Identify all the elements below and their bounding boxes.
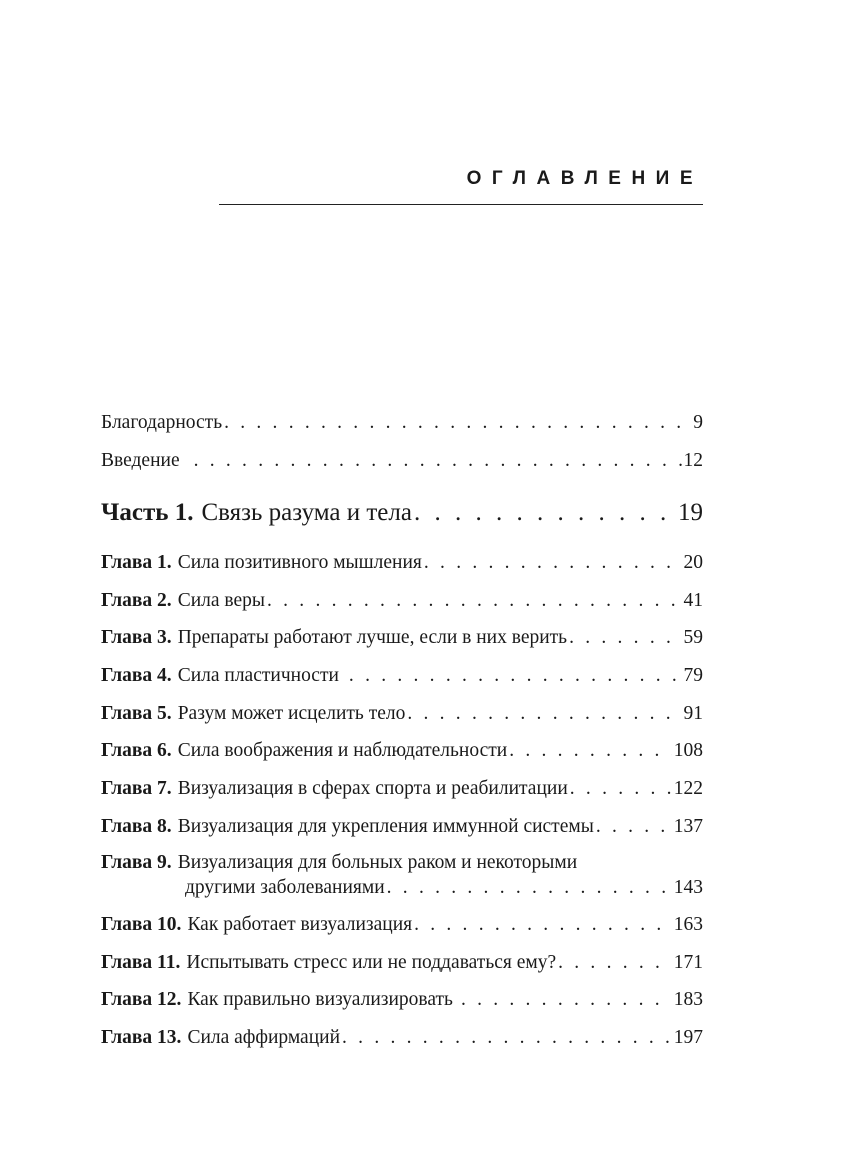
chapter-title: Сила аффирмаций (187, 1027, 341, 1048)
chapter-page: 122 (673, 778, 703, 799)
chapter-label: Глава 10. (101, 914, 182, 935)
toc-entry-acknowledgements[interactable] (101, 411, 703, 435)
chapter-page: 163 (673, 914, 703, 935)
part-label: Часть 1. (101, 499, 194, 526)
chapter-page: 197 (673, 1027, 703, 1048)
chapter-page: 171 (673, 952, 703, 973)
toc-chapter-5[interactable] (101, 702, 703, 726)
chapter-title: Сила пластичности (177, 665, 339, 686)
chapter-label: Глава 13. (101, 1027, 182, 1048)
leader-dots (267, 589, 682, 613)
chapter-page: 20 (683, 552, 703, 573)
chapter-title: Как работает визуализация (187, 914, 413, 935)
chapter-title: Как правильно визуализировать (187, 989, 453, 1010)
part-title: Связь разума и тела (201, 499, 412, 526)
leader-dots (509, 739, 672, 763)
leader-dots (342, 1026, 672, 1050)
leader-dots (224, 411, 691, 435)
chapter-title: Визуализация для больных раком и некоторыми (177, 852, 578, 873)
leader-dots (569, 626, 681, 650)
chapter-title: Сила позитивного мышления (177, 552, 422, 573)
chapter-title-continuation: другими заболеваниями (185, 877, 385, 898)
toc-entry-page: 9 (693, 412, 703, 433)
chapter-title: Разум может исцелить тело (177, 703, 406, 724)
chapter-page: 41 (683, 590, 703, 611)
chapter-label: Глава 6. (101, 740, 172, 761)
leader-dots (387, 876, 672, 900)
leader-dots (194, 449, 682, 473)
toc-entry-title: Введение (101, 450, 180, 471)
chapter-page: 137 (673, 816, 703, 837)
chapter-label: Глава 3. (101, 627, 172, 648)
chapter-label: Глава 1. (101, 552, 172, 573)
toc-entry-page: 12 (683, 450, 703, 471)
toc-chapter-3[interactable] (101, 626, 703, 650)
leader-dots (414, 913, 672, 937)
chapter-label: Глава 2. (101, 590, 172, 611)
chapter-title: Препараты работают лучше, если в них верить (177, 627, 568, 648)
chapter-label: Глава 9. (101, 852, 172, 873)
part-page: 19 (678, 499, 703, 526)
toc-chapter-13[interactable] (101, 1026, 703, 1050)
toc-chapter-1[interactable] (101, 551, 703, 575)
toc-chapter-7[interactable] (101, 777, 703, 801)
chapter-label: Глава 11. (101, 952, 181, 973)
leader-dots (349, 664, 682, 688)
toc-chapter-9[interactable] (101, 851, 703, 875)
chapter-label: Глава 8. (101, 816, 172, 837)
toc-chapter-10[interactable] (101, 913, 703, 937)
chapter-page: 79 (683, 665, 703, 686)
chapter-title: Визуализация для укрепления иммунной системы (177, 816, 594, 837)
toc-entry-title: Благодарность (101, 412, 223, 433)
page-title: ОГЛАВЛЕНИЕ (466, 168, 703, 189)
chapter-title: Сила веры (177, 590, 265, 611)
chapter-label: Глава 5. (101, 703, 172, 724)
chapter-label: Глава 12. (101, 989, 182, 1010)
chapter-page: 183 (673, 989, 703, 1010)
toc-chapter-4[interactable] (101, 664, 703, 688)
leader-dots (596, 815, 672, 839)
leader-dots (570, 777, 672, 801)
toc-part-1[interactable] (101, 498, 703, 528)
chapter-label: Глава 7. (101, 778, 172, 799)
toc-chapter-6[interactable] (101, 739, 703, 763)
leader-dots (407, 702, 681, 726)
chapter-page: 91 (683, 703, 703, 724)
toc-chapter-9-continuation[interactable] (185, 876, 703, 900)
toc-entry-introduction[interactable] (101, 449, 703, 473)
leader-dots (558, 951, 672, 975)
leader-dots (424, 551, 682, 575)
chapter-page: 108 (673, 740, 703, 761)
chapter-title: Сила воображения и наблюдательности (177, 740, 508, 761)
chapter-title: Визуализация в сферах спорта и реабилитации (177, 778, 568, 799)
chapter-label: Глава 4. (101, 665, 172, 686)
toc-chapter-8[interactable] (101, 815, 703, 839)
title-rule (219, 204, 703, 205)
toc-chapter-12[interactable] (101, 988, 703, 1012)
chapter-page: 59 (683, 627, 703, 648)
leader-dots (414, 498, 676, 528)
chapter-page: 143 (673, 877, 703, 898)
leader-dots (461, 988, 672, 1012)
toc-chapter-2[interactable] (101, 589, 703, 613)
toc-chapter-11[interactable] (101, 951, 703, 975)
chapter-title: Испытывать стресс или не поддаваться ему? (186, 952, 557, 973)
